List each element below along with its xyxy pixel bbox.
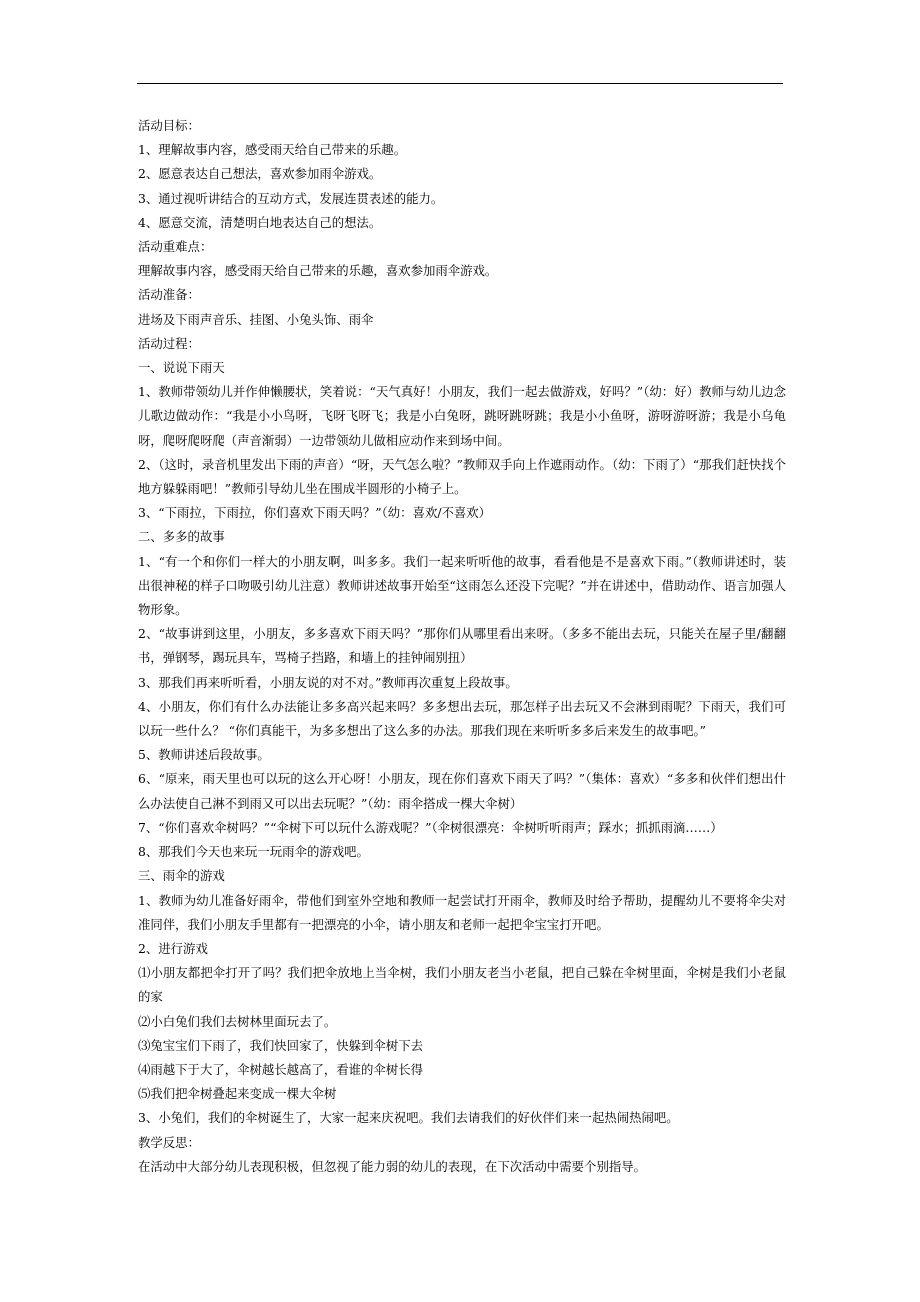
key-points-text: 理解故事内容，感受雨天给自己带来的乐趣，喜欢参加雨伞游戏。 xyxy=(138,263,498,279)
process-paragraph: 8、那我们今天也来玩一玩雨伞的游戏吧。 xyxy=(138,844,369,860)
reflection-text: 在活动中大部分幼儿表现积极，但忽视了能力弱的幼儿的表现，在下次活动中需要个别指导。 xyxy=(138,1158,647,1174)
header-rule xyxy=(137,83,783,84)
game-step: ⑸我们把伞树叠起来变成一棵大伞树 xyxy=(138,1086,337,1102)
goal-item: 1、理解故事内容，感受雨天给自己带来的乐趣。 xyxy=(138,142,407,158)
process-paragraph: 3、那我们再来听听看，小朋友说的对不对。”教师再次重复上段故事。 xyxy=(138,674,518,690)
section-heading-preparation: 活动准备： xyxy=(138,287,200,303)
section-heading-reflection: 教学反思： xyxy=(138,1134,200,1150)
section-heading-key-points: 活动重难点： xyxy=(138,239,213,255)
process-paragraph: 2、进行游戏 xyxy=(138,940,208,956)
game-step: ⑴小朋友都把伞打开了吗？我们把伞放地上当伞树，我们小朋友老当小老鼠，把自己躲在伞树里面，伞树是我们小老鼠的家 xyxy=(138,965,786,1005)
process-paragraph: 1、“有一个和你们一样大的小朋友啊，叫多多。我们一起来听听他的故事，看看他是不是喜欢下雨。”（教师讲述时，装出很神秘的样子口吻吸引幼儿注意）教师讲述故事开始至“这雨怎么还没下完呢？”并在讲述中，借助动作、语言加强人物形象。 xyxy=(138,553,786,618)
game-step: ⑶兔宝宝们下雨了，我们快回家了，快躲到伞树下去 xyxy=(138,1037,423,1053)
section-heading-process: 活动过程： xyxy=(138,335,200,351)
process-paragraph: 6、“原来，雨天里也可以玩的这么开心呀！小朋友，现在你们喜欢下雨天了吗？”（集体：喜欢）“多多和伙伴们想出什么办法使自己淋不到雨又可以出去玩呢？”（幼：雨伞搭成一棵大伞树） xyxy=(138,771,786,811)
goal-item: 3、通过视听讲结合的互动方式，发展连贯表述的能力。 xyxy=(138,190,444,206)
process-paragraph: 1、教师带领幼儿并作伸懒腰状，笑着说：“天气真好！小朋友，我们一起去做游戏，好吗？”（幼：好）教师与幼儿边念儿歌边做动作：“我是小小鸟呀，飞呀飞呀飞；我是小白兔呀，跳呀跳呀跳；我是小小鱼呀，游呀游呀游；我是小乌龟呀，爬呀爬呀爬（声音渐弱）一边带领幼儿做相应动作来到场中间。 xyxy=(138,384,786,448)
process-paragraph: 4、小朋友，你们有什么办法能让多多高兴起来吗？多多想出去玩，那怎样子出去玩又不会淋到雨呢？下雨天，我们可以玩一些什么？ “你们真能干，为多多想出了这么多的办法。那我们现在来听听多多后来发生的故事吧。” xyxy=(138,698,786,739)
process-paragraph: 5、教师讲述后段故事。 xyxy=(138,747,270,763)
process-paragraph: 3、小兔们，我们的伞树诞生了，大家一起来庆祝吧。我们去请我们的好伙伴们来一起热闹热闹吧。 xyxy=(138,1110,679,1126)
document-body xyxy=(138,114,786,1179)
process-paragraph: 1、教师为幼儿准备好雨伞，带他们到室外空地和教师一起尝试打开雨伞，教师及时给予帮助，提醒幼儿不要将伞尖对准同伴，我们小朋友手里都有一把漂亮的小伞，请小朋友和老师一起把伞宝宝打开吧。 xyxy=(138,892,786,932)
game-step: ⑵小白兔们我们去树林里面玩去了。 xyxy=(138,1013,337,1029)
subsection-heading-rainy-day: 一、说说下雨天 xyxy=(138,360,225,376)
section-heading-goals: 活动目标： xyxy=(138,118,200,133)
process-paragraph: 3、“下雨拉，下雨拉，你们喜欢下雨天吗？”（幼：喜欢/不喜欢） xyxy=(138,505,492,521)
process-paragraph: 7、“你们喜欢伞树吗？”“伞树下可以玩什么游戏呢？”（伞树很漂亮：伞树听听雨声；踩水；抓抓雨滴……） xyxy=(138,819,723,835)
subsection-heading-story: 二、多多的故事 xyxy=(138,529,225,545)
process-paragraph: 2、“故事讲到这里，小朋友，多多喜欢下雨天吗？”那你们从哪里看出来呀。（多多不能出去玩，只能关在屋子里/翻翻书，弹钢琴，踢玩具车，骂椅子挡路，和墙上的挂钟闹别扭） xyxy=(138,626,786,666)
goal-item: 2、愿意表达自己想法，喜欢参加雨伞游戏。 xyxy=(138,166,382,182)
goal-item: 4、愿意交流，清楚明白地表达自己的想法。 xyxy=(138,214,382,230)
game-step: ⑷雨越下于大了，伞树越长越高了，看谁的伞树长得 xyxy=(138,1061,423,1077)
process-paragraph: 2、（这时，录音机里发出下雨的声音）“呀，天气怎么啦？”教师双手向上作遮雨动作。（幼：下雨了）“那我们赶快找个地方躲躲雨吧！”教师引导幼儿坐在围成半圆形的小椅子上。 xyxy=(138,456,786,497)
preparation-text: 进场及下雨声音乐、挂图、小兔头饰、雨伞 xyxy=(138,311,374,327)
subsection-heading-umbrella-game: 三、雨伞的游戏 xyxy=(138,868,225,884)
